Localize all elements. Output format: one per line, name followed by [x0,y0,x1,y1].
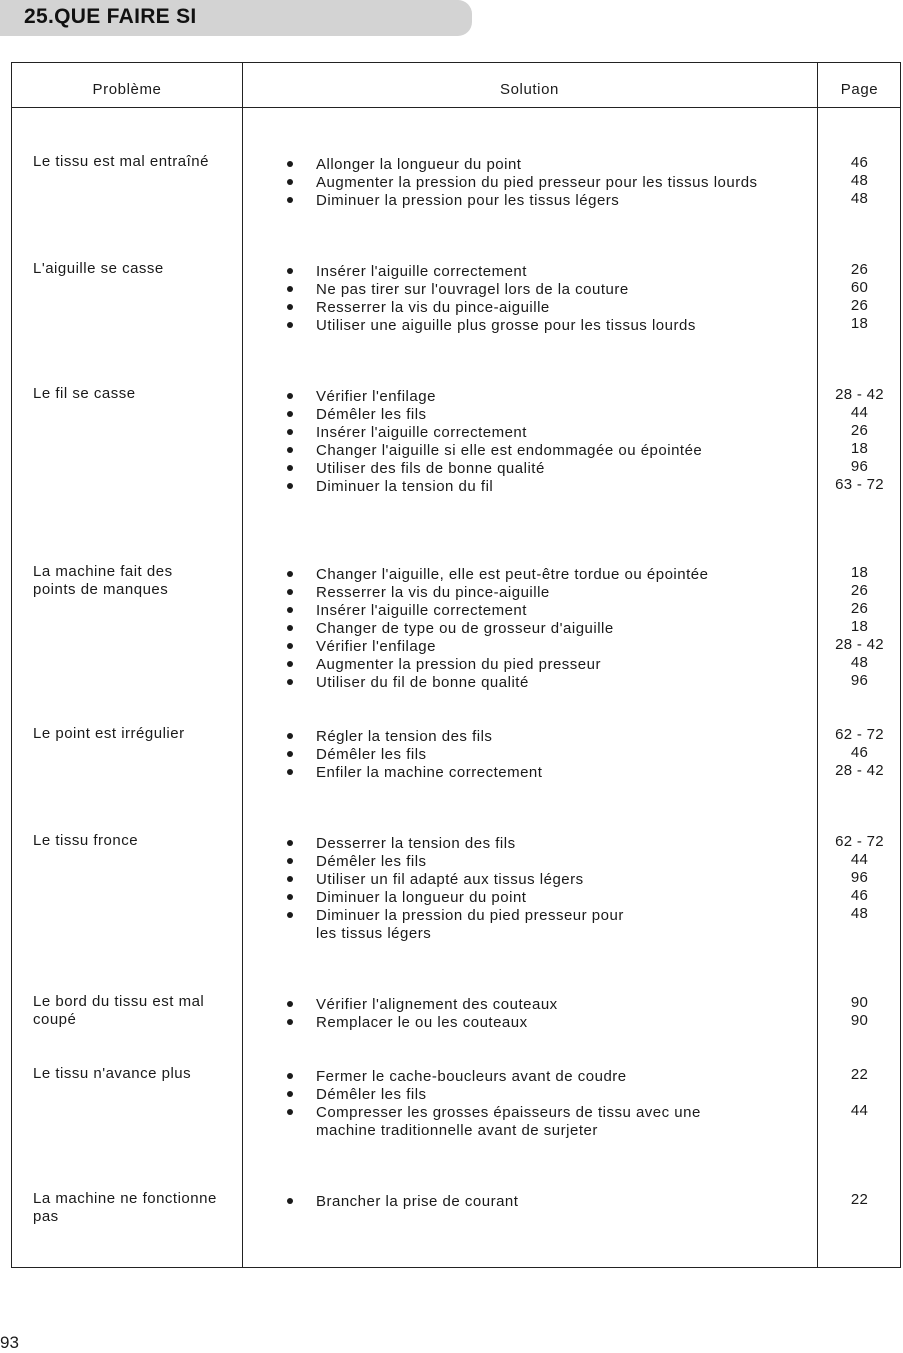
solution-item [284,638,814,656]
page-ref: 60 [850,279,869,296]
solution-item [284,889,814,907]
solution-text: Diminuer la tension du fil [316,478,494,495]
solution-item [284,728,814,746]
page-list [817,1066,902,1120]
troubleshooting-table [11,62,901,1268]
page-list [817,261,902,333]
page-ref: 26 [850,261,869,278]
page-ref: 96 [850,869,869,886]
bullet-icon [287,733,293,739]
page-ref: 22 [850,1066,869,1083]
bullet-icon [287,483,293,489]
page-ref: 22 [850,1191,869,1208]
header-solution: Solution [499,81,559,98]
solution-item [284,566,814,584]
solution-text: Augmenter la pression du pied presseur [316,656,601,673]
page-ref: 26 [850,297,869,314]
page-ref: 28 - 42 [835,762,884,779]
header-divider [12,107,900,108]
solution-item [284,746,814,764]
page-ref: 96 [850,458,869,475]
solution-item [284,853,814,871]
page-ref: 18 [850,440,869,457]
bullet-icon [287,1198,293,1204]
solution-item [284,299,814,317]
solution-item [284,442,814,460]
bullet-icon [287,894,293,900]
solution-item [284,620,814,638]
bullet-icon [287,912,293,918]
page-ref: 62 - 72 [835,726,884,743]
solution-item [284,764,814,782]
bullet-icon [287,304,293,310]
bullet-icon [287,751,293,757]
solution-item [284,263,814,281]
page-ref: 26 [850,422,869,439]
bullet-icon [287,840,293,846]
solution-text: Régler la tension des fils [316,728,493,745]
solution-list [284,728,814,782]
page-ref: 26 [850,600,869,617]
solution-text: Fermer le cache-boucleurs avant de coudre [316,1068,627,1085]
solution-list [284,996,814,1032]
solution-text: Diminuer la pression pour les tissus légers [316,192,620,209]
solution-item [284,192,814,210]
section-title: 25.QUE FAIRE SI [24,5,197,28]
page-ref: 26 [850,582,869,599]
bullet-icon [287,679,293,685]
solution-text: Augmenter la pression du pied presseur pour les tissus lourds [316,174,758,191]
page-list [817,994,902,1030]
solution-item [284,602,814,620]
page-list [817,154,902,208]
solution-item [284,460,814,478]
solution-text: Insérer l'aiguille correctement [316,263,527,280]
bullet-icon [287,286,293,292]
page-ref: 44 [850,851,869,868]
page-ref: 28 - 42 [835,386,884,403]
bullet-icon [287,858,293,864]
solution-text: Ne pas tirer sur l'ouvragel lors de la couture [316,281,629,298]
page-list [817,726,902,780]
solution-item [284,1193,814,1211]
solution-text: Utiliser une aiguille plus grosse pour les tissus lourds [316,317,696,334]
solution-text: Changer de type ou de grosseur d'aiguille [316,620,614,637]
page-ref: 90 [850,994,869,1011]
bullet-icon [287,769,293,775]
solution-list [284,835,814,943]
solution-text: Diminuer la pression du pied presseur pour les tissus légers [316,907,624,942]
solution-text: Vérifier l'alignement des couteaux [316,996,558,1013]
bullet-icon [287,571,293,577]
solution-text: Resserrer la vis du pince-aiguille [316,584,550,601]
page-list [817,833,902,923]
solution-item [284,907,814,943]
header-problem: Problème [92,81,162,98]
solution-item [284,674,814,692]
bullet-icon [287,661,293,667]
page-ref: 18 [850,564,869,581]
bullet-icon [287,411,293,417]
solution-text: Brancher la prise de courant [316,1193,519,1210]
page-ref: 44 [850,1102,869,1119]
solution-text: Démêler les fils [316,746,427,763]
solution-item [284,317,814,335]
page-ref: 48 [850,172,869,189]
bullet-icon [287,179,293,185]
page-ref: 48 [850,190,869,207]
bullet-icon [287,447,293,453]
section-title-bar [0,0,472,36]
solution-text: Utiliser des fils de bonne qualité [316,460,545,477]
page-list [817,386,902,494]
solution-item [284,1014,814,1032]
page-ref: 46 [850,154,869,171]
bullet-icon [287,322,293,328]
page-list [817,1191,902,1209]
solution-text: Vérifier l'enfilage [316,388,436,405]
solution-text: Changer l'aiguille si elle est endommagée ou épointée [316,442,703,459]
solution-text: Remplacer le ou les couteaux [316,1014,528,1031]
page-ref: 46 [850,887,869,904]
solution-item [284,835,814,853]
bullet-icon [287,465,293,471]
solution-item [284,478,814,496]
solution-text: Insérer l'aiguille correctement [316,602,527,619]
page-ref: 18 [850,618,869,635]
page-ref: 44 [850,404,869,421]
solution-text: Resserrer la vis du pince-aiguille [316,299,550,316]
bullet-icon [287,876,293,882]
solution-text: Insérer l'aiguille correctement [316,424,527,441]
problem-cell: Le tissu fronce [33,832,139,849]
bullet-icon [287,589,293,595]
solution-text: Allonger la longueur du point [316,156,522,173]
solution-list [284,1193,814,1211]
solution-item [284,871,814,889]
problem-cell: Le bord du tissu est mal coupé [33,993,205,1028]
solution-item [284,656,814,674]
page-ref: 62 - 72 [835,833,884,850]
page-ref [817,1084,902,1102]
page-ref: 48 [850,905,869,922]
solution-text: Démêler les fils [316,1086,427,1103]
solution-item [284,281,814,299]
problem-cell: Le tissu est mal entraîné [33,153,209,170]
bullet-icon [287,161,293,167]
bullet-icon [287,643,293,649]
solution-text: Desserrer la tension des fils [316,835,516,852]
problem-cell: Le fil se casse [33,385,136,402]
bullet-icon [287,1091,293,1097]
solution-text: Vérifier l'enfilage [316,638,436,655]
solution-item [284,996,814,1014]
solution-item [284,174,814,192]
bullet-icon [287,268,293,274]
page-ref: 18 [850,315,869,332]
problem-cell: Le point est irrégulier [33,725,185,742]
bullet-icon [287,1109,293,1115]
solution-text: Diminuer la longueur du point [316,889,527,906]
bullet-icon [287,393,293,399]
solution-list [284,388,814,496]
solution-text: Démêler les fils [316,853,427,870]
solution-text: Utiliser un fil adapté aux tissus légers [316,871,584,888]
solution-item [284,406,814,424]
page-ref: 28 - 42 [835,636,884,653]
solution-text: Utiliser du fil de bonne qualité [316,674,529,691]
solution-item [284,1068,814,1086]
column-divider [242,63,243,1267]
page-ref: 96 [850,672,869,689]
solution-text: Compresser les grosses épaisseurs de tissu avec une machine traditionnelle avant de surjeter [316,1104,701,1139]
problem-cell: Le tissu n'avance plus [33,1065,192,1082]
bullet-icon [287,1073,293,1079]
page-ref: 48 [850,654,869,671]
solution-text: Démêler les fils [316,406,427,423]
solution-list [284,566,814,692]
solution-text: Enfiler la machine correctement [316,764,543,781]
header-page: Page [840,81,879,98]
solution-text: Changer l'aiguille, elle est peut-être tordue ou épointée [316,566,709,583]
bullet-icon [287,1001,293,1007]
page-ref: 46 [850,744,869,761]
solution-item [284,1086,814,1104]
solution-list [284,1068,814,1140]
bullet-icon [287,625,293,631]
solution-item [284,1104,814,1140]
page-number: 93 [0,1333,19,1352]
problem-cell: La machine fait des points de manques [33,563,173,598]
solution-item [284,424,814,442]
page-ref: 63 - 72 [835,476,884,493]
problem-cell: L'aiguille se casse [33,260,164,277]
solution-item [284,388,814,406]
solution-list [284,156,814,210]
solution-item [284,156,814,174]
problem-cell: La machine ne fonctionne pas [33,1190,217,1225]
bullet-icon [287,607,293,613]
solution-list [284,263,814,335]
solution-item [284,584,814,602]
bullet-icon [287,197,293,203]
page-list [817,564,902,690]
bullet-icon [287,429,293,435]
bullet-icon [287,1019,293,1025]
page-ref: 90 [850,1012,869,1029]
